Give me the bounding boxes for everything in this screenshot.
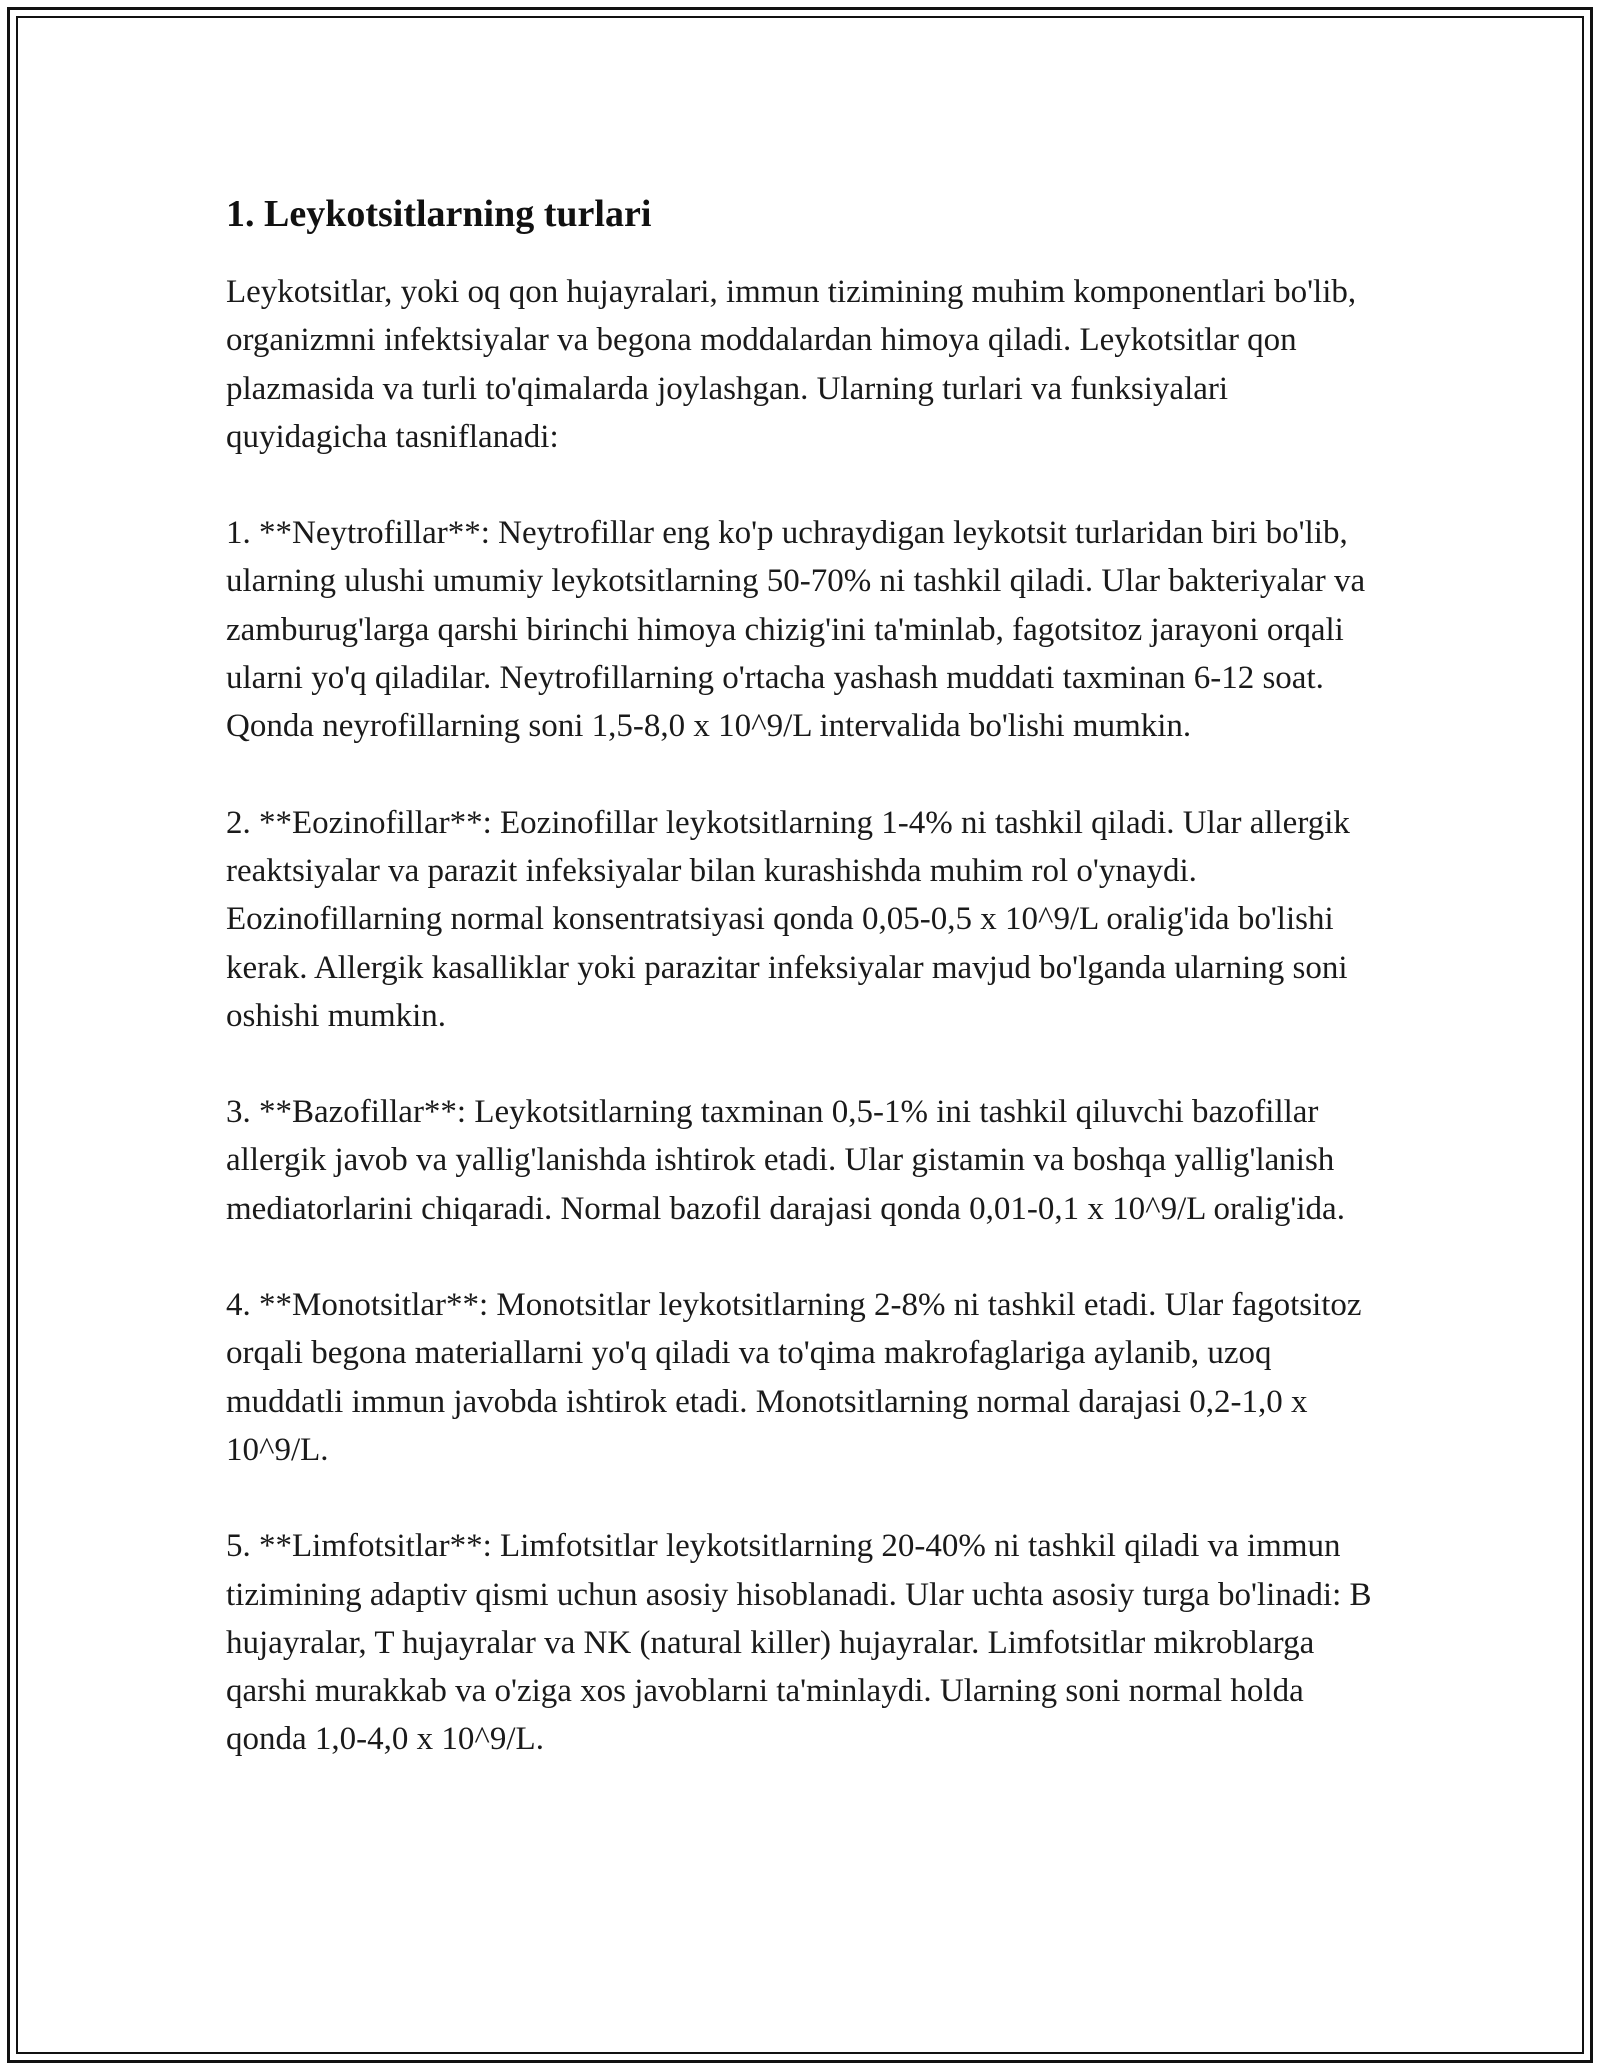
basophils-paragraph: 3. **Bazofillar**: Leykotsitlarning taxminan 0,5-1% ini tashkil qiluvchi bazofillar allergik javob va yallig'lanishda ishtirok etadi. Ular gistamin va boshqa yallig'lanish mediatorlarini chiqaradi. Normal bazofil darajasi qonda 0,01-0,1 x 10^9/L oralig'ida. (226, 1094, 1345, 1227)
intro-paragraph: Leykotsitlar, yoki oq qon hujayralari, immun tizimining muhim komponentlari bo'lib, organizmni infektsiyalar va begona moddalardan himoya qiladi. Leykotsitlar qon plazmasida va turli to'qimalarda joylashgan. Ularning turlari va funksiyalari quyidagicha tasniflanadi: (226, 274, 1357, 455)
lymphocytes-paragraph: 5. **Limfotsitlar**: Limfotsitlar leykotsitlarning 20-40% ni tashkil qiladi va immun tizimining adaptiv qismi uchun asosiy hisoblanadi. Ular uchta asosiy turga bo'linadi: B hujayralar, T hujayralar va NK (natural killer) hujayralar. Limfotsitlar mikroblarga qarshi murakkab va o'ziga xos javoblarni ta'minlaydi. Ularning soni normal holda qonda 1,0-4,0 x 10^9/L. (226, 1528, 1372, 1758)
section-heading: 1. Leykotsitlarning turlari (226, 193, 652, 235)
eosinophils-paragraph: 2. **Eozinofillar**: Eozinofillar leykotsitlarning 1-4% ni tashkil qiladi. Ular allergik reaktsiyalar va parazit infeksiyalar bilan kurashishda muhim rol o'ynaydi. Eozinofillarning normal konsentratsiyasi qonda 0,05-0,5 x 10^9/L oralig'ida bo'lishi kerak. Allergik kasalliklar yoki parazitar infeksiyalar mavjud bo'lganda ularning soni oshishi mumkin. (226, 804, 1350, 1034)
monocytes-paragraph: 4. **Monotsitlar**: Monotsitlar leykotsitlarning 2-8% ni tashkil etadi. Ular fagotsitoz orqali begona materiallarni yo'q qiladi va to'qima makrofaglariga aylanib, uzoq muddatli immun javobda ishtirok etadi. Monotsitlarning normal darajasi 0,2-1,0 x 10^9/L. (226, 1287, 1362, 1468)
document-body (226, 188, 1386, 1812)
neutrophils-paragraph: 1. **Neytrofillar**: Neytrofillar eng ko'p uchraydigan leykotsit turlaridan biri bo'lib, ularning ulushi umumiy leykotsitlarning 50-70% ni tashkil qiladi. Ular bakteriyalar va zamburug'larga qarshi birinchi himoya chizig'ini ta'minlab, fagotsitoz jarayoni orqali ularni yo'q qiladilar. Neytrofillarning o'rtacha yashash muddati taxminan 6-12 soat. Qonda neyrofillarning soni 1,5-8,0 x 10^9/L intervalida bo'lishi mumkin. (226, 515, 1366, 745)
